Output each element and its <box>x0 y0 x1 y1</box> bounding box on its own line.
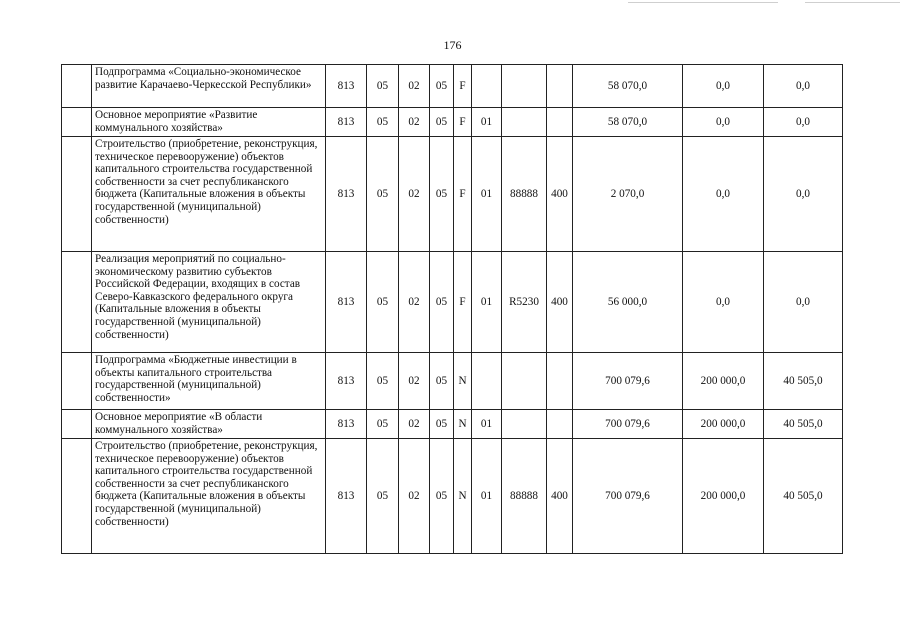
table-row <box>62 137 843 252</box>
row-number-cell <box>62 137 92 252</box>
ministry-code-cell: 813 <box>326 108 367 137</box>
table-row <box>62 353 843 410</box>
subsection-code-cell: 02 <box>399 353 430 410</box>
expense-type-cell: 400 <box>547 137 573 252</box>
table-row <box>62 252 843 353</box>
item-name-cell: Строительство (приобретение, реконструкция, техническое перевооружение) объектов капитального строительства государственной собственности за счет республиканского бюджета (Капитальные вложения в объекты государственной (муниципальной) собственности) <box>92 439 326 554</box>
sum-year1-cell: 58 070,0 <box>573 65 683 108</box>
section-code-cell: 05 <box>367 439 399 554</box>
sum-year1-cell: 700 079,6 <box>573 410 683 439</box>
ministry-code-cell: 813 <box>326 353 367 410</box>
subprogram-code-cell: F <box>454 137 472 252</box>
subprogram-code-cell: N <box>454 439 472 554</box>
measure-code-cell: 01 <box>472 137 502 252</box>
subprogram-code-cell: N <box>454 353 472 410</box>
subprogram-code-cell: F <box>454 65 472 108</box>
row-number-cell <box>62 252 92 353</box>
page-number: 176 <box>443 38 462 52</box>
sum-year3-cell: 0,0 <box>764 108 843 137</box>
measure-code-cell: 01 <box>472 439 502 554</box>
section-code-cell: 05 <box>367 65 399 108</box>
scan-artifact-line <box>628 2 778 3</box>
section-code-cell: 05 <box>367 410 399 439</box>
sum-year1-cell: 58 070,0 <box>573 108 683 137</box>
item-name-cell: Основное мероприятие «Развитие коммунального хозяйства» <box>92 108 326 137</box>
sum-year2-cell: 0,0 <box>683 65 764 108</box>
sum-year3-cell: 40 505,0 <box>764 353 843 410</box>
direction-code-cell <box>502 108 547 137</box>
direction-code-cell: 88888 <box>502 137 547 252</box>
sum-year1-cell: 2 070,0 <box>573 137 683 252</box>
section-code-cell: 05 <box>367 137 399 252</box>
program-code-cell: 05 <box>430 137 454 252</box>
sum-year3-cell: 40 505,0 <box>764 410 843 439</box>
row-number-cell <box>62 410 92 439</box>
table-row <box>62 410 843 439</box>
scan-artifact-line <box>805 2 900 3</box>
sum-year3-cell: 0,0 <box>764 252 843 353</box>
sum-year2-cell: 200 000,0 <box>683 410 764 439</box>
row-number-cell <box>62 353 92 410</box>
subsection-code-cell: 02 <box>399 137 430 252</box>
direction-code-cell: R5230 <box>502 252 547 353</box>
measure-code-cell <box>472 65 502 108</box>
subprogram-code-cell: F <box>454 252 472 353</box>
item-name-cell: Подпрограмма «Бюджетные инвестиции в объекты капитального строительства государственной (муниципальной) собственности» <box>92 353 326 410</box>
program-code-cell: 05 <box>430 252 454 353</box>
table-row <box>62 439 843 554</box>
direction-code-cell <box>502 65 547 108</box>
sum-year2-cell: 200 000,0 <box>683 353 764 410</box>
expense-type-cell <box>547 353 573 410</box>
table-row <box>62 65 843 108</box>
subsection-code-cell: 02 <box>399 108 430 137</box>
ministry-code-cell: 813 <box>326 410 367 439</box>
expense-type-cell <box>547 108 573 137</box>
expense-type-cell: 400 <box>547 252 573 353</box>
program-code-cell: 05 <box>430 353 454 410</box>
row-number-cell <box>62 439 92 554</box>
measure-code-cell: 01 <box>472 252 502 353</box>
item-name-cell: Основное мероприятие «В области коммунального хозяйства» <box>92 410 326 439</box>
subsection-code-cell: 02 <box>399 65 430 108</box>
ministry-code-cell: 813 <box>326 439 367 554</box>
subprogram-code-cell: F <box>454 108 472 137</box>
direction-code-cell: 88888 <box>502 439 547 554</box>
ministry-code-cell: 813 <box>326 137 367 252</box>
row-number-cell <box>62 108 92 137</box>
sum-year2-cell: 0,0 <box>683 252 764 353</box>
sum-year2-cell: 0,0 <box>683 108 764 137</box>
expense-type-cell: 400 <box>547 439 573 554</box>
subsection-code-cell: 02 <box>399 252 430 353</box>
program-code-cell: 05 <box>430 108 454 137</box>
sum-year1-cell: 700 079,6 <box>573 439 683 554</box>
sum-year2-cell: 200 000,0 <box>683 439 764 554</box>
direction-code-cell <box>502 353 547 410</box>
sum-year3-cell: 40 505,0 <box>764 439 843 554</box>
sum-year3-cell: 0,0 <box>764 65 843 108</box>
program-code-cell: 05 <box>430 439 454 554</box>
program-code-cell: 05 <box>430 410 454 439</box>
measure-code-cell: 01 <box>472 410 502 439</box>
sum-year3-cell: 0,0 <box>764 137 843 252</box>
sum-year2-cell: 0,0 <box>683 137 764 252</box>
section-code-cell: 05 <box>367 108 399 137</box>
sum-year1-cell: 56 000,0 <box>573 252 683 353</box>
item-name-cell: Реализация мероприятий по социально-экономическому развитию субъектов Российской Федерации, входящих в состав Северо-Кавказского федерального округа (Капитальные вложения в объекты государственной (муниципальной) собственности) <box>92 252 326 353</box>
item-name-cell: Подпрограмма «Социально-экономическое развитие Карачаево-Черкесской Республики» <box>92 65 326 108</box>
direction-code-cell <box>502 410 547 439</box>
section-code-cell: 05 <box>367 353 399 410</box>
ministry-code-cell: 813 <box>326 65 367 108</box>
budget-table <box>61 64 843 554</box>
subprogram-code-cell: N <box>454 410 472 439</box>
item-name-cell: Строительство (приобретение, реконструкция, техническое перевооружение) объектов капитального строительства государственной собственности за счет республиканского бюджета (Капитальные вложения в объекты государственной (муниципальной) собственности) <box>92 137 326 252</box>
subsection-code-cell: 02 <box>399 410 430 439</box>
sum-year1-cell: 700 079,6 <box>573 353 683 410</box>
measure-code-cell <box>472 353 502 410</box>
ministry-code-cell: 813 <box>326 252 367 353</box>
table-row <box>62 108 843 137</box>
row-number-cell <box>62 65 92 108</box>
measure-code-cell: 01 <box>472 108 502 137</box>
program-code-cell: 05 <box>430 65 454 108</box>
subsection-code-cell: 02 <box>399 439 430 554</box>
expense-type-cell <box>547 410 573 439</box>
section-code-cell: 05 <box>367 252 399 353</box>
expense-type-cell <box>547 65 573 108</box>
